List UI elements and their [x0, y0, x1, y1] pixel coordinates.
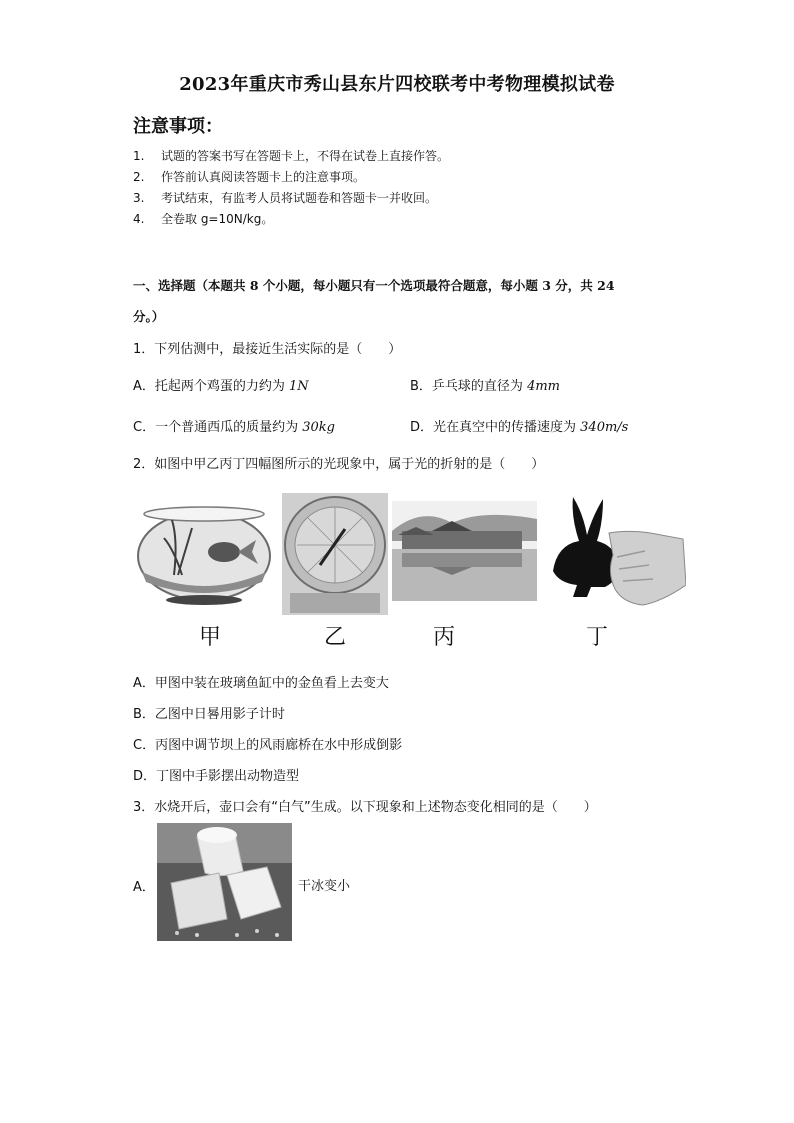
bridge-image [392, 501, 537, 601]
q3-option-a-text: 干冰变小 [298, 879, 351, 894]
notice-item: 2. 作答前认真阅读答题卡上的注意事项。 [133, 170, 366, 184]
page-title: 2023年重庆市秀山县东片四校联考中考物理模拟试卷 [179, 74, 615, 95]
fishbowl-image [134, 500, 275, 606]
notice-item: 1. 试题的答案书写在答题卡上，不得在试卷上直接作答。 [133, 149, 450, 163]
q3-option-a-label: A． [133, 880, 155, 895]
q2-option-a: A．甲图中装在玻璃鱼缸中的金鱼看上去变大 [133, 676, 389, 691]
notice-item: 4. 全卷取 g=10N/kg。 [133, 212, 274, 226]
notice-heading: 注意事项： [133, 116, 223, 137]
q2-option-c: C．丙图中调节坝上的风雨廊桥在水中形成倒影 [133, 738, 403, 753]
q1-option-c: C．一个普通西瓜的质量约为 30kg [133, 420, 335, 435]
hand-shadow-image [543, 493, 686, 613]
caption-ding: 丁 [585, 625, 608, 650]
caption-yi: 乙 [323, 625, 346, 650]
dry-ice-image [157, 823, 292, 941]
section-heading-line2: 分。） [133, 309, 165, 324]
q2-option-d: D．丁图中手影摆出动物造型 [133, 769, 300, 784]
q2-option-b: B．乙图中日晷用影子计时 [133, 707, 285, 722]
q1-option-b: B．乒乓球的直径为 4mm [410, 379, 560, 394]
caption-bing: 丙 [432, 625, 455, 650]
q1-stem: 1．下列估测中，最接近生活实际的是（ ） [133, 342, 402, 357]
section-heading-line1: 一、选择题（本题共 8 个小题，每小题只有一个选项最符合题意，每小题 3 分，共 24 [133, 278, 615, 293]
notice-list [133, 146, 449, 230]
notice-item: 3. 考试结束，有监考人员将试题卷和答题卡一并收回。 [133, 191, 438, 205]
q1-option-d: D．光在真空中的传播速度为 340m/s [410, 420, 629, 435]
q1-option-a: A．托起两个鸡蛋的力约为 1N [133, 379, 309, 394]
q2-stem: 2．如图中甲乙丙丁四幅图所示的光现象中，属于光的折射的是（ ） [133, 457, 545, 472]
caption-jia: 甲 [198, 625, 221, 650]
sundial-image [282, 493, 388, 615]
q3-stem: 3．水烧开后，壶口会有“白气”生成。以下现象和上述物态变化相同的是（ ） [133, 800, 597, 815]
